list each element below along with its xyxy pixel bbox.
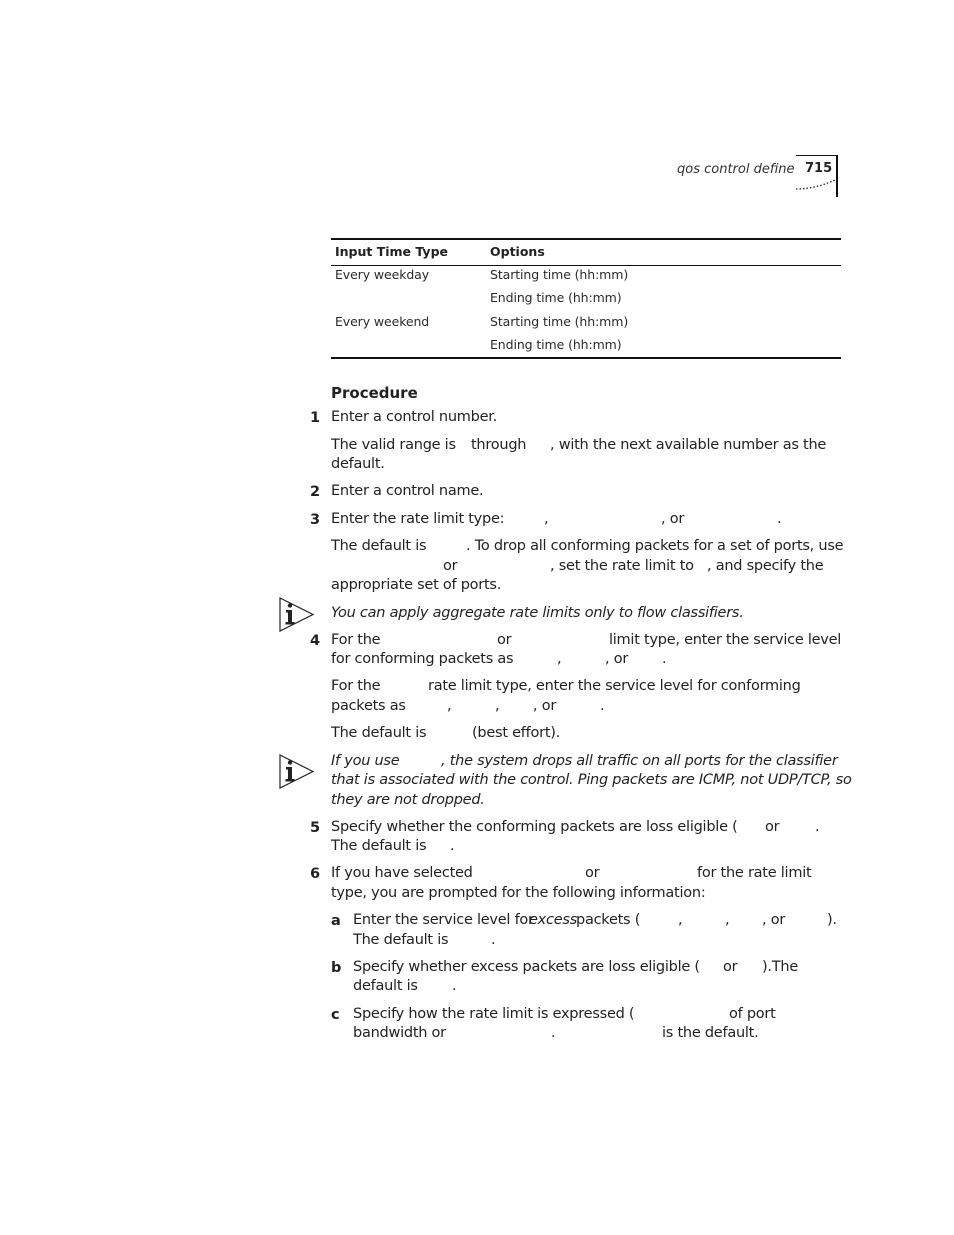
note-text: that is associated with the control. Ping packets are ICMP, not UDP/TCP, so: [331, 772, 852, 788]
substep-text: Enter the service level for: [353, 912, 534, 928]
substep-text: Specify whether excess packets are loss eligible (: [353, 959, 700, 975]
info-note-icon: [279, 754, 315, 790]
step-text: For the: [331, 632, 381, 648]
step-text: default.: [331, 456, 385, 472]
note-text: they are not dropped.: [331, 792, 485, 808]
step-text: or: [765, 819, 780, 835]
step-text: .: [815, 819, 820, 835]
step-text: ,: [495, 698, 500, 714]
step-text: for the rate limit: [697, 865, 812, 881]
step-text: or: [443, 558, 458, 574]
step-text: , with the next available number as the: [550, 437, 827, 453]
step-text: Enter a control number.: [331, 409, 498, 425]
substep-text: .: [452, 978, 457, 994]
step-text: ,: [557, 651, 562, 667]
step-text: Enter the rate limit type:: [331, 511, 505, 527]
substep-text: excess: [529, 912, 578, 928]
substep-text: , or: [762, 912, 786, 928]
step-text: Specify whether the conforming packets are loss eligible (: [331, 819, 738, 835]
step-text: For the: [331, 678, 381, 694]
running-header: qos control define: [677, 162, 795, 177]
table-cell: Starting time (hh:mm): [490, 314, 629, 329]
substep-text: default is: [353, 978, 418, 994]
step-text: (best effort).: [472, 725, 561, 741]
step-text: , and specify the: [707, 558, 824, 574]
table-top-rule: [331, 238, 841, 240]
step-text: packets as: [331, 698, 406, 714]
note-text: You can apply aggregate rate limits only to flow classifiers.: [331, 605, 744, 621]
step-text: If you have selected: [331, 865, 473, 881]
step-number: 2: [310, 484, 321, 500]
substep-text: Specify how the rate limit is expressed (: [353, 1006, 635, 1022]
page-number: 715: [805, 161, 833, 176]
step-text: rate limit type, enter the service level for conforming: [428, 678, 801, 694]
step-number: 6: [310, 866, 321, 882]
step-text: .: [662, 651, 667, 667]
note-text: , the system drops all traffic on all ports for the classifier: [441, 753, 838, 769]
substep-text: of port: [729, 1006, 776, 1022]
note-text: If you use: [331, 753, 400, 769]
table-cell: Ending time (hh:mm): [490, 290, 622, 305]
table-cell: Starting time (hh:mm): [490, 267, 629, 282]
substep-letter: a: [331, 913, 341, 929]
table-cell: Every weekday: [335, 267, 430, 282]
step-text: The valid range is: [331, 437, 456, 453]
step-text: The default is: [331, 838, 427, 854]
step-number: 4: [310, 633, 321, 649]
info-note-icon: [279, 597, 315, 633]
step-text: for conforming packets as: [331, 651, 514, 667]
step-text: .: [450, 838, 455, 854]
step-text: .: [600, 698, 605, 714]
step-text: . To drop all conforming packets for a set of ports, use: [466, 538, 844, 554]
step-text: or: [585, 865, 600, 881]
step-text: , or: [605, 651, 629, 667]
substep-text: is the default.: [662, 1025, 759, 1041]
step-text: , or: [661, 511, 685, 527]
step-text: , set the rate limit to: [550, 558, 694, 574]
step-text: type, you are prompted for the following information:: [331, 885, 706, 901]
step-text: , or: [533, 698, 557, 714]
substep-text: ,: [678, 912, 683, 928]
step-number: 3: [310, 512, 321, 528]
substep-text: The default is: [353, 932, 449, 948]
substep-text: or: [723, 959, 738, 975]
table-header-options: Options: [490, 244, 545, 259]
header-top-rule: [796, 155, 837, 156]
table-header-rule: [331, 265, 841, 266]
step-number: 5: [310, 820, 321, 836]
substep-text: bandwidth or: [353, 1025, 446, 1041]
step-text: limit type, enter the service level: [609, 632, 842, 648]
substep-text: ,: [725, 912, 730, 928]
step-text: appropriate set of ports.: [331, 577, 502, 593]
substep-letter: c: [331, 1007, 340, 1023]
substep-text: ).: [827, 912, 837, 928]
substep-text: .: [551, 1025, 556, 1041]
step-text: through: [471, 437, 527, 453]
procedure-heading: Procedure: [331, 384, 418, 402]
table-header-input-time-type: Input Time Type: [335, 244, 449, 259]
step-text: ,: [447, 698, 452, 714]
substep-text: .: [491, 932, 496, 948]
step-text: Enter a control name.: [331, 483, 484, 499]
step-text: ,: [544, 511, 549, 527]
header-dotted-curve: [795, 178, 837, 192]
step-text: The default is: [331, 725, 427, 741]
step-text: or: [497, 632, 512, 648]
step-text: .: [777, 511, 782, 527]
table-bottom-rule: [331, 357, 841, 359]
substep-letter: b: [331, 960, 342, 976]
substep-text: packets (: [576, 912, 641, 928]
step-text: The default is: [331, 538, 427, 554]
substep-text: ).The: [762, 959, 798, 975]
table-cell: Ending time (hh:mm): [490, 337, 622, 352]
table-cell: Every weekend: [335, 314, 430, 329]
step-number: 1: [310, 410, 321, 426]
